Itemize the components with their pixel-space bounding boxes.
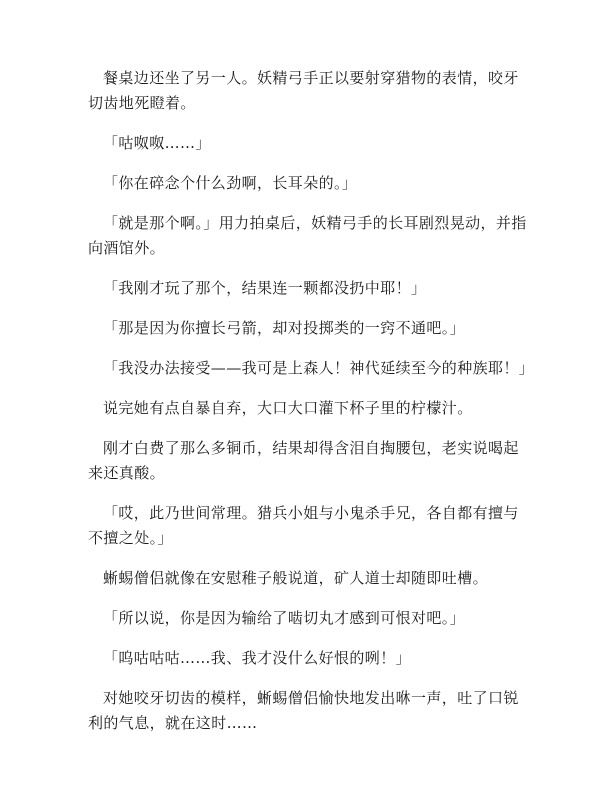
paragraph-8: 说完她有点自暴自弃，大口大口灌下杯子里的柠檬汁。 [103, 399, 473, 417]
body-text [88, 66, 535, 751]
paragraph-5: 「我刚才玩了那个，结果连一颗都没扔中耶！」 [103, 279, 427, 297]
paragraph-4: 「就是那个啊。」用力拍桌后，妖精弓手的长耳剧烈晃动，并指向酒馆外。 [88, 214, 527, 257]
paragraph-7: 「我没办法接受——我可是上森人！神代延续至今的种族耶！」 [103, 359, 535, 377]
paragraph-11: 蜥蜴僧侣就像在安慰稚子般说道，矿人道士却随即吐槽。 [103, 569, 489, 587]
paragraph-13: 「呜咕咕咕……我、我才没什么好恨的咧！」 [103, 649, 412, 667]
paragraph-1: 餐桌边还坐了另一人。妖精弓手正以要射穿猎物的表情，咬牙切齿地死瞪着。 [88, 69, 519, 112]
paragraph-9: 刚才白费了那么多铜币，结果却得含泪自掏腰包，老实说喝起来还真酸。 [88, 439, 519, 482]
paragraph-6: 「那是因为你擅长弓箭，却对投掷类的一窍不通吧。」 [103, 319, 466, 337]
paragraph-2: 「咕呶呶……」 [103, 134, 211, 152]
paragraph-10: 「哎，此乃世间常理。猎兵小姐与小鬼杀手兄，各自都有擅与不擅之处。」 [88, 504, 519, 547]
paragraph-3: 「你在碎念个什么劲啊，长耳朵的。」 [103, 174, 358, 192]
paragraph-14: 对她咬牙切齿的模样，蜥蜴僧侣愉快地发出咻一声，吐了口锐利的气息，就在这时…… [88, 689, 519, 732]
paragraph-12: 「所以说，你是因为输给了啮切丸才感到可恨对吧。」 [103, 609, 466, 627]
